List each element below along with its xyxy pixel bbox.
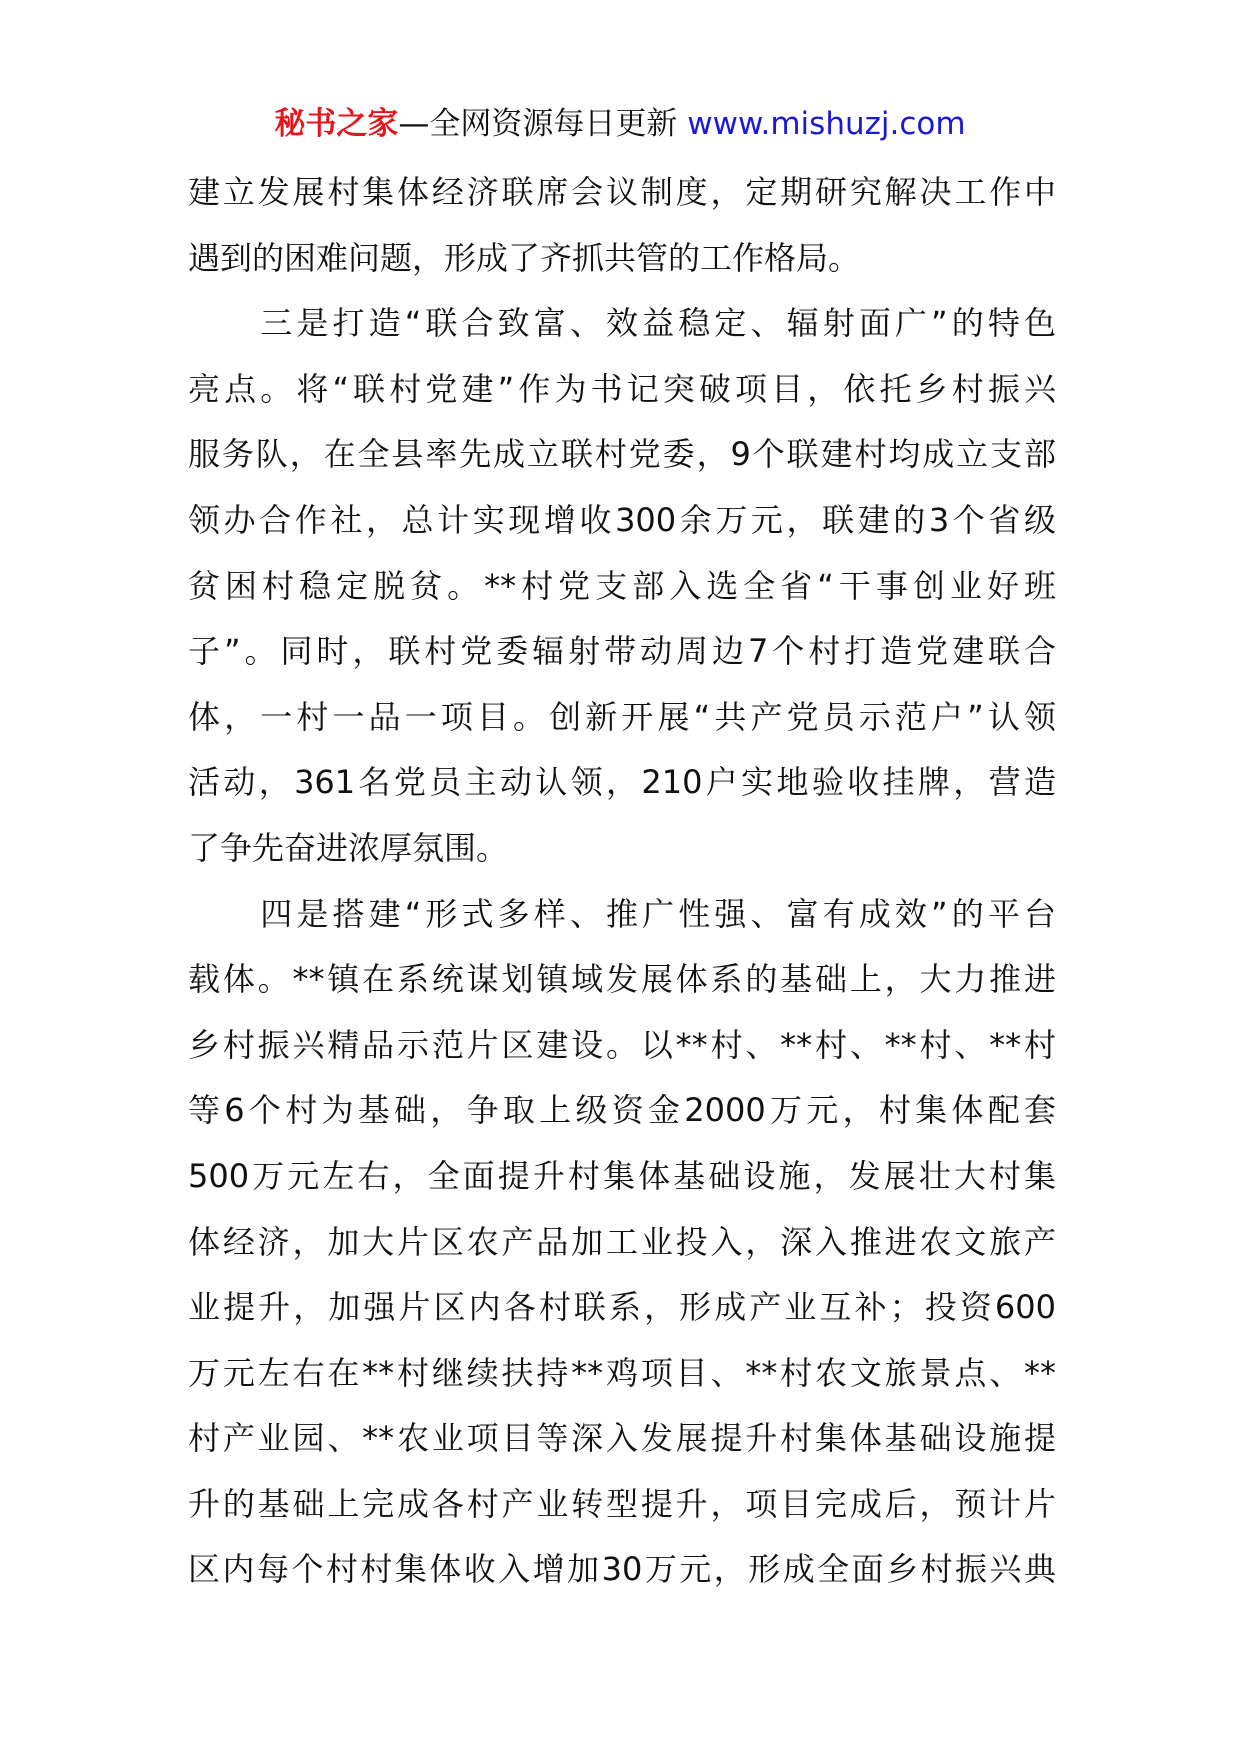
text-line: 乡村振兴精品示范片区建设。以**村、**村、**村、**村 [188,1025,1056,1064]
text-line: 服务队，在全县率先成立联村党委，9个联建村均成立支部 [188,435,1056,474]
text-line: 村产业园、**农业项目等深入发展提升村集体基础设施提 [188,1419,1056,1458]
text-line: 载体。**镇在系统谋划镇域发展体系的基础上，大力推进 [188,960,1056,999]
text-line: 体，一村一品一项目。创新开展“共产党员示范户”认领 [188,697,1056,736]
text-line: 活动，361名党员主动认领，210户实地验收挂牌，营造 [188,763,1056,802]
header-tagline: —全网资源每日更新 [398,106,688,142]
text-line: 领办合作社，总计实现增收300余万元，联建的3个省级 [188,500,1056,539]
document-body [188,160,1056,1603]
text-line: 万元左右在**村继续扶持**鸡项目、**村农文旅景点、** [188,1353,1056,1392]
text-line: 区内每个村村集体收入增加30万元，形成全面乡村振兴典 [188,1550,1056,1589]
site-header [0,104,1240,144]
text-line: 子”。同时，联村党委辐射带动周边7个村打造党建联合 [188,632,1056,671]
text-line: 遇到的困难问题，形成了齐抓共管的工作格局。 [188,238,861,277]
text-line: 贫困村稳定脱贫。**村党支部入选全省“干事创业好班 [188,566,1056,605]
text-line: 体经济，加大片区农产品加工业投入，深入推进农文旅产 [188,1222,1056,1261]
text-line: 亮点。将“联村党建”作为书记突破项目，依托乡村振兴 [188,369,1056,408]
brand-name: 秘书之家 [274,106,399,142]
text-line: 了争先奋进浓厚氛围。 [188,828,509,867]
text-line: 四是搭建“形式多样、推广性强、富有成效”的平台 [188,894,1056,933]
text-line: 500万元左右，全面提升村集体基础设施，发展壮大村集 [188,1156,1056,1195]
text-line: 建立发展村集体经济联席会议制度，定期研究解决工作中 [188,173,1056,211]
text-line: 升的基础上完成各村产业转型提升，项目完成后，预计片 [188,1484,1056,1523]
site-url-link[interactable]: www.mishuzj.com [687,106,966,142]
text-line: 业提升，加强片区内各村联系，形成产业互补；投资600 [188,1288,1056,1327]
text-line: 等6个村为基础，争取上级资金2000万元，村集体配套 [188,1091,1056,1130]
text-line: 三是打造“联合致富、效益稳定、辐射面广”的特色 [188,304,1056,343]
